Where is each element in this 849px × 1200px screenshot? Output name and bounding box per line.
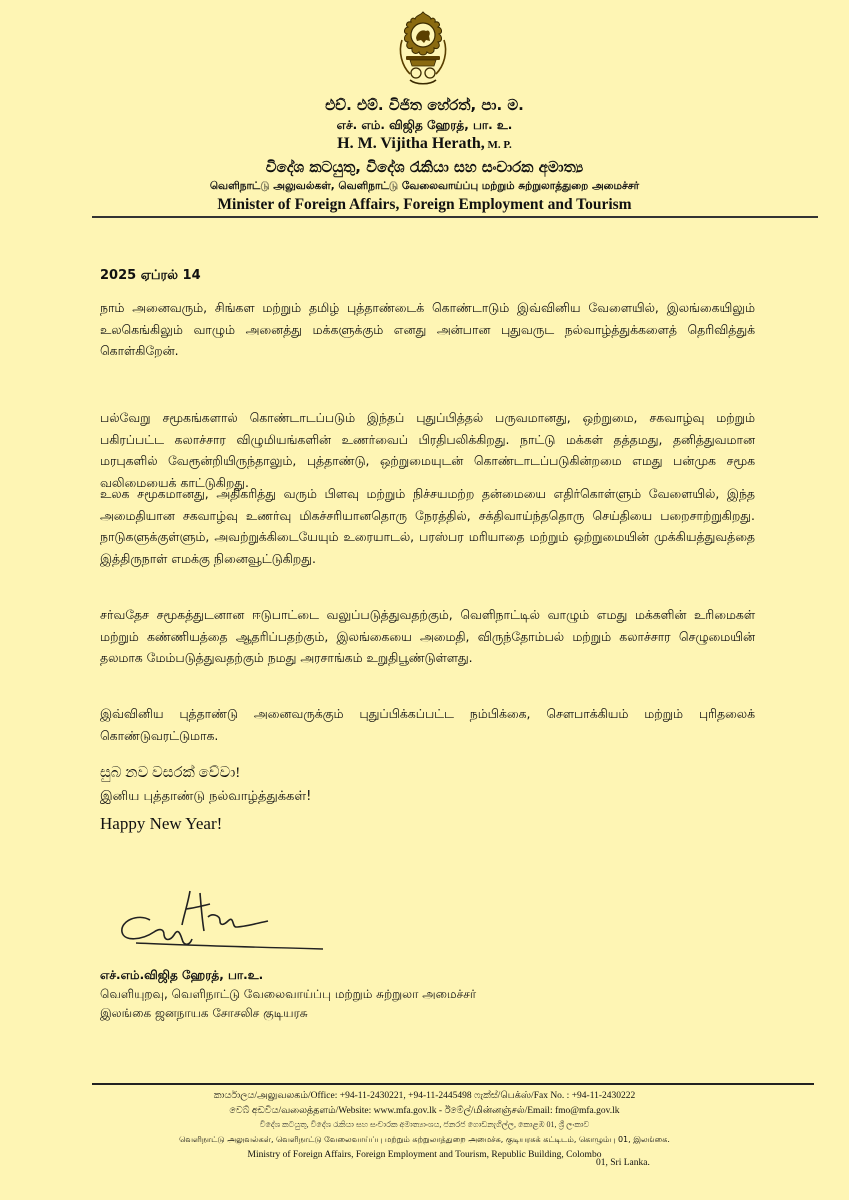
footer-address-tamil: வெளிநாட்டு அலுவல்கள், வெளிநாட்டு வேலைவாய்ப்பு மற்றும் சுற்றுலாத்துறை அமைச்சு, குடியரசுக் கட்டிடம், கொழும்பு 01, இலங்கை. bbox=[179, 1135, 670, 1144]
minister-name-sinhala: එච්. එම්. විජිත හේරත්, පා. ම. bbox=[325, 96, 524, 114]
letter-paragraph: நாம் அனைவரும், சிங்கள மற்றும் தமிழ் புத்தாண்டைக் கொண்டாடும் இவ்வினிய வேளையில், இலங்கையிலும் உலகெங்கிலும் வாழும் அனைத்து மக்களுக்கும் எனது அன்பான புதுவருட நல்வாழ்த்துக்களைத் தெரிவித்துக் கொள்கிறேன். bbox=[100, 300, 755, 358]
letter-paragraph: உலக சமூகமானது, அதிகரித்து வரும் பிளவு மற்றும் நிச்சயமற்ற தன்மையை எதிர்கொள்ளும் வேளையில், இந்த அமைதியான சகவாழ்வு உணர்வு மிகச்சரியானதொரு நேரத்தில், சக்திவாய்ந்ததொரு செய்தியை பறைசாற்றுகிறது. நாடுகளுக்குள்ளும், அவற்றுக்கிடையேயும் உரையாடல், பரஸ்பர மரியாதை மற்றும் ஒற்றுமையின் முக்கியத்துவத்தை இத்திருநாள் எமக்கு நினைவூட்டுகிறது. bbox=[100, 486, 755, 566]
footer-contact-web: වෙබ් අඩවිය/வலைத்தளம்/Website: www.mfa.gov.lk - ඊමේල්/மின்னஞ்சல்/Email: fmo@mfa.gov.lk bbox=[229, 1106, 620, 1116]
signatory-title: வெளியுறவு, வெளிநாட்டு வேலைவாய்ப்பு மற்றும் சுற்றுலா அமைச்சர் bbox=[100, 987, 477, 1001]
national-emblem-icon bbox=[396, 10, 450, 88]
greeting-tamil: இனிய புத்தாண்டு நல்வாழ்த்துக்கள்! bbox=[100, 789, 312, 804]
minister-title-tamil: வெளிநாட்டு அலுவல்கள், வெளிநாட்டு வேலைவாய்ப்பு மற்றும் சுற்றுலாத்துறை அமைச்சர் bbox=[209, 180, 640, 192]
footer-divider bbox=[92, 1083, 814, 1085]
minister-title-english: Minister of Foreign Affairs, Foreign Employment and Tourism bbox=[217, 196, 632, 213]
greeting-english: Happy New Year! bbox=[100, 814, 223, 833]
signatory-country: இலங்கை ஜனநாயக சோசலிச குடியரசு bbox=[100, 1006, 308, 1020]
greeting-sinhala: සුබ නව වසරක් වේවා! bbox=[100, 765, 241, 781]
letter-date: 2025 ஏப்ரல் 14 bbox=[100, 268, 201, 283]
signatory-name: எச்.எம்.விஜித ஹேரத், பா.உ. bbox=[100, 968, 264, 982]
minister-title-sinhala: විදේශ කටයුතු, විදේශ රැකියා සහ සංචාරක අමාත්‍ය bbox=[265, 158, 584, 176]
header-divider bbox=[92, 216, 818, 218]
minister-name-english-text: H. M. Vijitha Herath, bbox=[337, 135, 485, 152]
letter-paragraph: பல்வேறு சமூகங்களால் கொண்டாடப்படும் இந்தப் புதுப்பித்தல் பருவமானது, ஒற்றுமை, சகவாழ்வு மற்றும் பகிரப்பட்ட கலாச்சார விழுமியங்களின் உணர்வைப் பிரதிபலிக்கிறது. நாட்டு மக்கள் தத்தமது, தனித்துவமான மரபுகளில் வேரூன்றியிருந்தாலும், புத்தாண்டு, ஒற்றுமையுடன் கொண்டாடப்படுகின்றமை எமது பன்முக சமூக வலிமையைக் காட்டுகிறது. bbox=[100, 410, 755, 490]
minister-name-tamil: எச். எம். விஜித ஹேரத், பா. உ. bbox=[336, 118, 513, 132]
footer-address-english-end: 01, Sri Lanka. bbox=[596, 1158, 650, 1168]
minister-mp-suffix: M. P. bbox=[484, 139, 512, 151]
letter-paragraph: இவ்வினிய புத்தாண்டு அனைவருக்கும் புதுப்பிக்கப்பட்ட நம்பிக்கை, சௌபாக்கியம் மற்றும் புரிதலைக் கொண்டுவரட்டுமாக. bbox=[100, 706, 755, 743]
footer-address-english: Ministry of Foreign Affairs, Foreign Employment and Tourism, Republic Building, Colombo bbox=[247, 1150, 602, 1160]
handwritten-signature bbox=[108, 885, 333, 960]
letter-paragraph: சர்வதேச சமூகத்துடனான ஈடுபாட்டை வலுப்படுத்துவதற்கும், வெளிநாட்டில் வாழும் எமது மக்களின் உரிமைகள் மற்றும் கண்ணியத்தை ஆதரிப்பதற்கும், இலங்கையை அமைதி, விருந்தோம்பல் மற்றும் கலாச்சார செழுமையின் தலமாக மேம்படுத்துவதற்கும் நமது அரசாங்கம் உறுதிபூண்டுள்ளது. bbox=[100, 607, 755, 665]
footer-contact-phone: කාර්යාලය/அலுவலகம்/Office: +94-11-2430221, +94-11-2445498 ෆැක්ස්/பெக்ஸ்/Fax No. : +94-11-2430222 bbox=[213, 1091, 636, 1101]
minister-name-english bbox=[0, 135, 849, 153]
footer-address-sinhala: විදේශ කටයුතු, විදේශ රැකියා සහ සංචාරක අමාත්‍යාංශය, ජනරජ ගොඩනැගිල්ල, කොළඹ 01, ශ්‍රී ලංකාව bbox=[259, 1120, 590, 1129]
